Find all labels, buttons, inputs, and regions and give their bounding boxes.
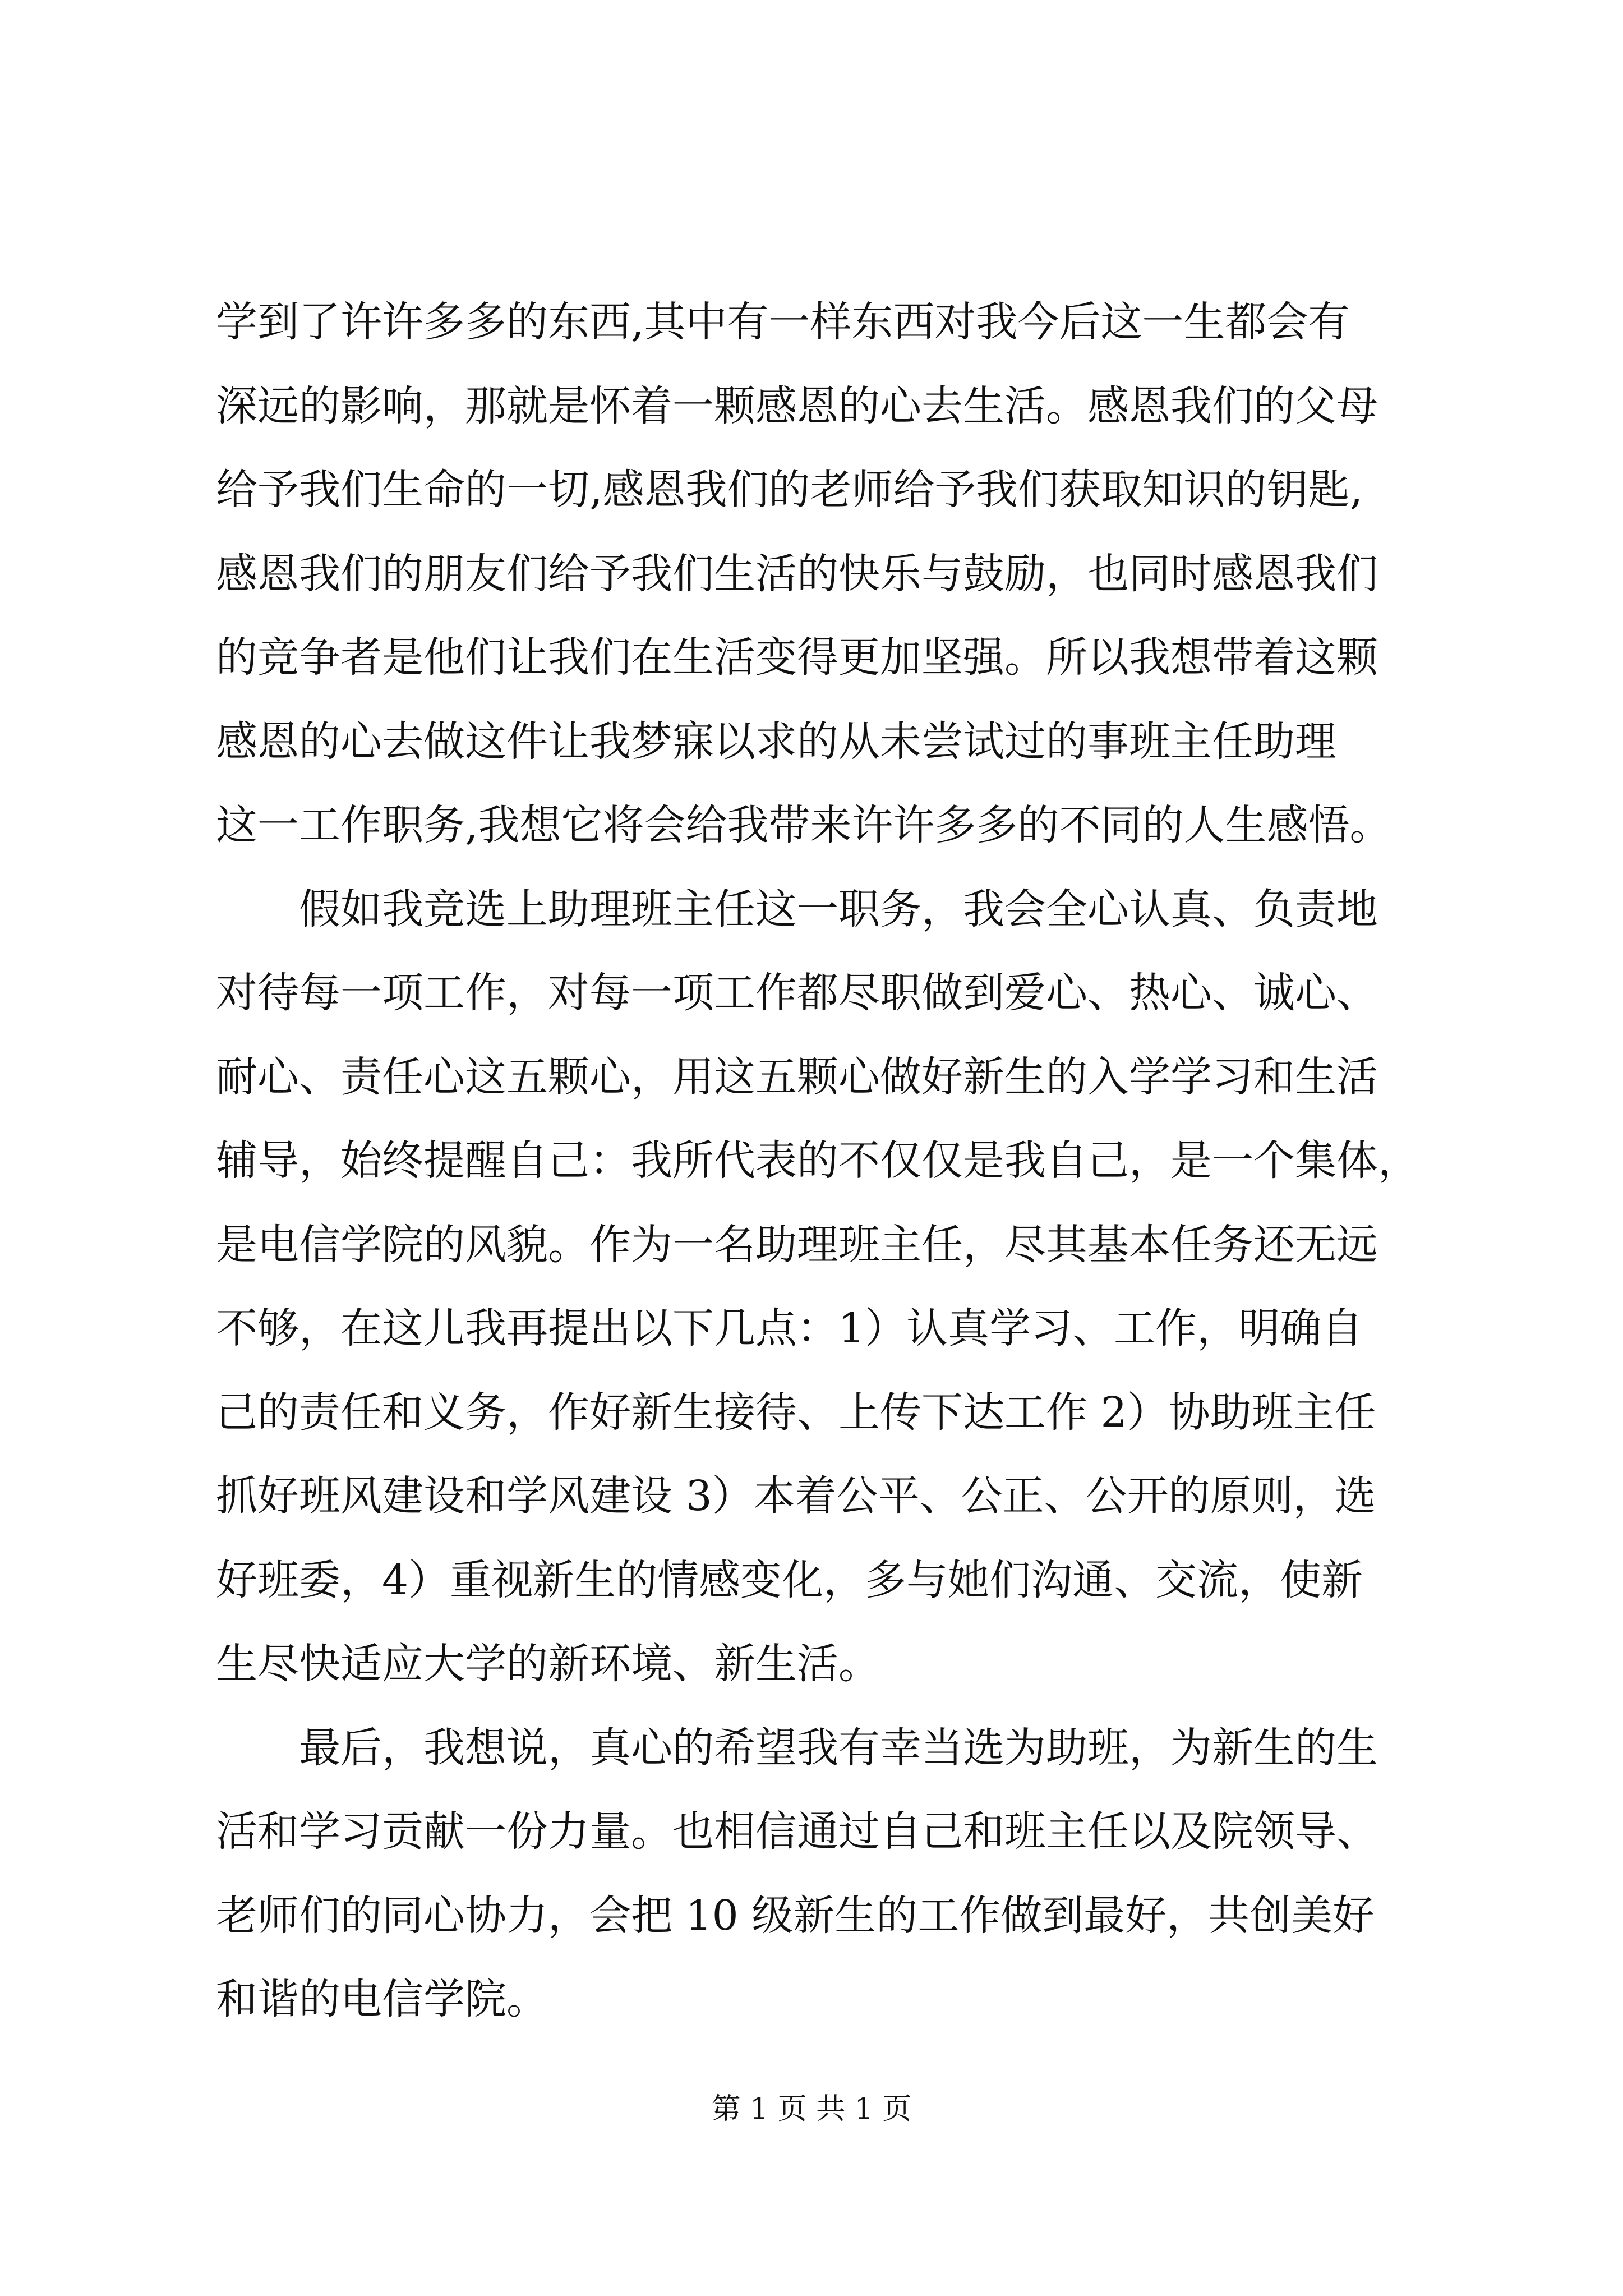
text-line: 是电信学院的风貌。作为一名助理班主任，尽其基本任务还无远 (216, 1220, 1378, 1269)
text-line: 感恩我们的朋友们给予我们生活的快乐与鼓励，也同时感恩我们 (216, 549, 1378, 598)
text-line: 最后，我想说，真心的希望我有幸当选为助班，为新生的生 (216, 1723, 1378, 1772)
text-line: 好班委，4）重视新生的情感变化，多与她们沟通、交流，使新 (216, 1556, 1363, 1604)
page-number-footer: 第 1 页 共 1 页 (711, 2092, 912, 2126)
text-line: 辅导，始终提醒自己：我所代表的不仅仅是我自己，是一个集体， (216, 1137, 1419, 1185)
text-line: 不够，在这儿我再提出以下几点：1）认真学习、工作，明确自 (216, 1304, 1363, 1352)
text-line: 的竞争者是他们让我们在生活变得更加坚强。所以我想带着这颗 (216, 633, 1378, 682)
text-line: 对待每一项工作，对每一项工作都尽职做到爱心、热心、诚心、 (216, 969, 1378, 1017)
text-line: 耐心、责任心这五颗心，用这五颗心做好新生的入学学习和生活 (216, 1052, 1378, 1101)
text-line: 生尽快适应大学的新环境、新生活。 (216, 1640, 880, 1688)
text-line: 和谐的电信学院。 (216, 1975, 548, 2023)
text-line: 抓好班风建设和学风建设 3）本着公平、公正、公开的原则，选 (216, 1472, 1376, 1520)
text-line: 活和学习贡献一份力量。也相信通过自己和班主任以及院领导、 (216, 1807, 1378, 1856)
text-line: 老师们的同心协力，会把 10 级新生的工作做到最好，共创美好 (216, 1891, 1375, 1940)
text-line: 假如我竞选上助理班主任这一职务，我会全心认真、负责地 (216, 885, 1378, 933)
text-line: 这一工作职务,我想它将会给我带来许许多多的不同的人生感悟。 (216, 801, 1391, 849)
text-line: 己的责任和义务，作好新生接待、上传下达工作 2）协助班主任 (216, 1388, 1376, 1437)
text-line: 给予我们生命的一切,感恩我们的老师给予我们获取知识的钥匙, (216, 466, 1363, 514)
body-text (216, 280, 1478, 2042)
text-line: 深远的影响，那就是怀着一颗感恩的心去生活。感恩我们的父母 (216, 381, 1378, 430)
text-line: 学到了许许多多的东西,其中有一样东西对我今后这一生都会有 (216, 298, 1350, 346)
text-line: 感恩的心去做这件让我梦寐以求的从未尝试过的事班主任助理 (216, 717, 1336, 766)
